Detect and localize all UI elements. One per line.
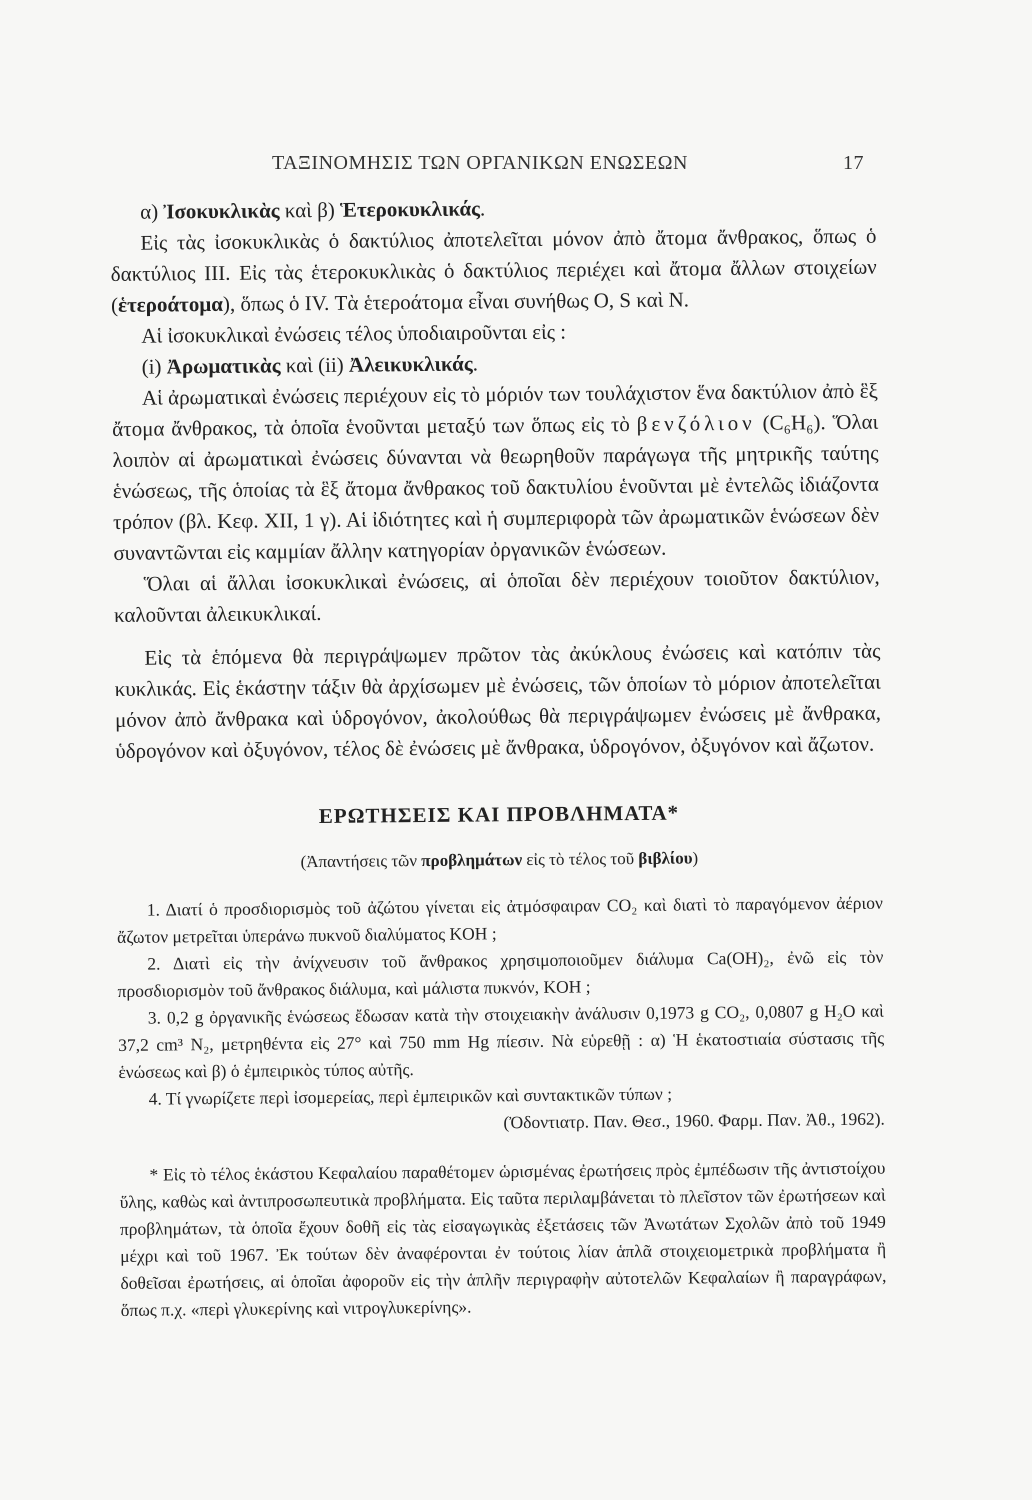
term-heteroatoms: ἑτεροάτομα [117,291,224,317]
term-isocyclic: Ἰσοκυκλικὰς [163,198,280,224]
page-header [272,152,864,188]
footnote: * Εἰς τὸ τέλος ἑκάστου Κεφαλαίου παραθέτομεν ὡρισμένας ἐρωτήσεις πρὸς ἐμπέδωσιν τῆς ἀντιστοίχου ὕλης, καθὼς καὶ ἀντιπροσωπευτικὰ προβλήματα. Εἰς ταῦτα περιλαμβάνεται τὸ πλεῖστον τῶν ἐρωτήσεων καὶ προβλημάτων, τὰ ὁποῖα ἔχουν δοθῆ εἰς τὰς εἰσαγωγικὰς ἐξετάσεις τῶν Ἀνωτάτων Σχολῶν ἀπὸ τοῦ 1949 μέχρι καὶ τοῦ 1967. Ἐκ τούτων δὲν ἀναφέρονται ἐν τούτοις λίαν ἁπλᾶ στοιχειομετρικὰ προβλήματα ἢ δοθεῖσαι ἐρωτήσεις, αἱ ὁποῖαι ἀφοροῦν εἰς τὴν ἁπλῆν περιγραφὴν αὐτοτελῶν Κεφαλαίων ἢ παραγράφων, ὅπως π.χ. «περὶ γλυκερίνης καὶ νιτρογλυκερίνης». [119,1157,887,1320]
item-connector: καὶ (ii) [280,352,350,378]
paragraph-outline: Εἰς τὰ ἑπόμενα θὰ περιγράψωμεν πρῶτον τὰς ἀκύκλους ἐνώσεις καὶ κατόπιν τὰς κυκλικάς. Εἰς ἑκάστην τάξιν θὰ ἀρχίσωμεν μὲ ἐνώσεις, τῶν ὁποίων τὸ μόριον ἀποτελεῖται μόνον ἀπὸ ἄνθρακα καὶ ὑδρογόνον, ἀκολούθως θὰ περιγράψωμεν ἐνώσεις μὲ ἄνθρακα, ὑδρογόνον καὶ ὀξυγόνον, τέλος δὲ ἐνώσεις μὲ ἄνθρακα, ὑδρογόνον, ὀξυγόνον καὶ ἄζωτον. [114,638,882,763]
paragraph-text: Ὅλαι λοιπὸν αἱ ἀρωματικαὶ ἐνώσεις δύνανται νὰ θεωρηθοῦν παράγωγα τῆς μητρικῆς ταύτης ἑνώσεως, τῆς ὁποίας τὰ ἓξ ἄτομα ἄνθρακος τοῦ δακτυλίου ἑνοῦνται μὲ ἐντελῶς ἰδιάζοντα τρόπον (βλ. Κεφ. XII, 1 γ). Αἱ ἰδιότητες καὶ ἡ συμπεριφορὰ τῶν ἀρωματικῶν ἑνώσεων δὲν συναντῶνται εἰς καμμίαν ἄλλην κατηγορίαν ὀργανικῶν ἑνώσεων. [112,409,880,565]
paragraph-text: Εἰς τὰς ἰσοκυκλικὰς ὁ δακτύλιος ἀποτελεῖται μόνον ἀπὸ ἄτομα ἄνθρακος, ὅπως ὁ δακτύλιος III. Εἰς τὰς ἑτεροκυκλικὰς ὁ δακτύλιος περιέχει καὶ ἄτομα ἄλλων στοιχείων ( [110,223,877,317]
subtitle-bold: προβλημάτων [421,850,523,871]
subtitle-text: εἰς τὸ τέλος τοῦ [522,848,639,870]
questions-title: ΕΡΩΤΗΣΕΙΣ ΚΑΙ ΠΡΟΒΛΗΜΑΤΑ* [318,800,680,829]
item-marker-i: (i) [141,354,167,379]
running-title: ΤΑΞΙΝΟΜΗΣΙΣ ΤΩΝ ΟΡΓΑΝΙΚΩΝ ΕΝΩΣΕΩΝ [272,152,688,174]
term-heterocyclic: Ἑτεροκυκλικάς [339,196,481,222]
subtitle-bold: βιβλίου [638,848,693,868]
paragraph-text: Αἱ ἀρωματικαὶ ἐνώσεις περιέχουν εἰς τὸ μόριόν των τουλάχιστον ἕνα δακτύλιον ἀπὸ ἓξ ἄτομα ἄνθρακος, τὰ ὁποῖα ἑνοῦνται μεταξύ των ὅπως εἰς τὸ [112,378,879,441]
item-connector: καὶ β) [279,197,341,223]
term-alicyclic: Ἀλεικυκλικάς [348,351,473,377]
subtitle-text: ) [692,848,699,868]
item-end: . [472,351,478,376]
question-1: 1. Διατί ὁ προσδιορισμὸς τοῦ ἀζώτου γίνεται εἰς ἀτμόσφαιραν CO₂ καὶ διατὶ τὸ παραγόμενον ἀέριον ἄζωτον μετρεῖται ὑπεράνω πυκνοῦ διαλύματος KOH ; [117,892,883,947]
subtitle-text: (Ἀπαντήσεις τῶν [300,851,422,872]
item-end: . [479,196,486,221]
paragraph-aromatic [112,376,880,569]
question-2: 2. Διατὶ εἰς τὴν ἀνίχνευσιν τοῦ ἄνθρακος χρησιμοποιοῦμεν διάλυμα Ca(OH)₂, ἐνῶ εἰς τὸν προσδιορισμὸν τοῦ ἄνθρακος διάλυμα, καὶ μάλιστα πυκνόν, KOH ; [117,946,884,1001]
paragraph-ring-types [110,221,877,321]
questions-subtitle [116,841,882,879]
page-body [110,190,887,1324]
question-4-source: (Ὀδοντιατρ. Παν. Θεσ., 1960. Φαρμ. Παν. Ἀθ., 1962). [503,1108,885,1133]
paragraph-alicyclic: Ὅλαι αἱ ἄλλαι ἰσοκυκλικαὶ ἐνώσεις, αἱ ὁποῖαι δὲν περιέχουν τοιοῦτον δακτύλιον, καλοῦνται ἀλεικυκλικαί. [113,564,880,627]
formula-benzene: (C₆H₆). [755,410,833,435]
term-benzene: βενζόλιον [636,410,756,436]
question-3: 3. 0,2 g ὀργανικῆς ἑνώσεως ἔδωσαν κατὰ τὴν στοιχειακὴν ἀνάλυσιν 0,1973 g CO₂, 0,0807 g H₂O καὶ 37,2 cm³ N₂, μετρηθέντα εἰς 27° καὶ 750 mm Hg πίεσιν. Νὰ εὑρεθῇ : α) Ἡ ἑκατοστιαία σύστασις τῆς ἑνώσεως καὶ β) ὁ ἐμπειρικὸς τύπος αὐτῆς. [118,1000,885,1082]
paragraph-subdivision: Αἱ ἰσοκυκλικαὶ ἐνώσεις τέλος ὑποδιαιροῦνται εἰς : [141,319,567,348]
term-aromatic: Ἀρωματικὰς [166,353,281,379]
paragraph-text: ), ὅπως ὁ IV. Τὰ ἑτεροάτομα εἶναι συνήθως O, S καὶ N. [222,287,690,316]
question-4: 4. Τί γνωρίζετε περὶ ἰσομερείας, περὶ ἐμπειρικῶν καὶ συντακτικῶν τύπων ; [148,1083,673,1109]
page-number: 17 [843,152,864,174]
item-marker-a: α) [140,199,164,224]
